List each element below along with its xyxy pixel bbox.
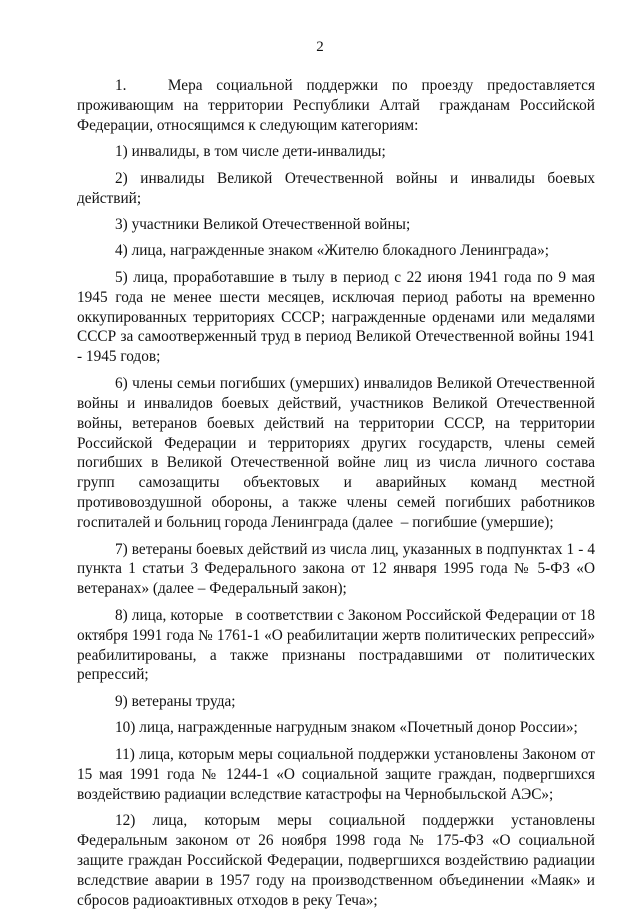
list-item-3: 3) участники Великой Отечественной войны;	[115, 215, 411, 233]
list-item-12: 12) лица, которым меры социальной поддержки установлены Федеральным законом от 26 ноября 1998 года № 175-ФЗ «О социальной защите граждан Российской Федерации, подвергшихся воздействию радиации вследствие аварии в 1957 году на производственном объединении «Маяк» и сбросов радиоактивных отходов в реку Теча»;	[77, 811, 595, 909]
document-body	[77, 76, 595, 917]
list-item-5: 5) лица, проработавшие в тылу в период с 22 июня 1941 года по 9 мая 1945 года не менее шести месяцев, исключая период работы на временно оккупированных территориях СССР; награжденные орденами или медалями СССР за самоотверженный труд в период Великой Отечественной войны 1941 - 1945 годов;	[77, 268, 595, 366]
list-item-8: 8) лица, которые в соответствии с Законом Российской Федерации от 18 октября 1991 года № 1761-1 «О реабилитации жертв политических репрессий» реабилитированы, а также признаны пострадавшими от политических репрессий;	[77, 606, 595, 684]
list-item-6: 6) члены семьи погибших (умерших) инвалидов Великой Отечественной войны и инвалидов боевых действий, участников Великой Отечественной войны, ветеранов боевых действий на территории СССР, на территории Российской Федерации и территориях других государств, члены семей погибших в Великой Отечественной войне лиц из числа личного состава групп самозащиты объектовых и аварийных команд местной противовоздушной обороны, а также члены семей погибших работников госпиталей и больниц города Ленинграда (далее – погибшие (умершие);	[77, 374, 595, 532]
list-item-10: 10) лица, награжденные нагрудным знаком «Почетный донор России»;	[115, 719, 578, 737]
list-item-11: 11) лица, которым меры социальной поддержки установлены Законом от 15 мая 1991 года № 1244-1 «О социальной защите граждан, подвергшихся воздействию радиации вследствие катастрофы на Чернобыльской АЭС»;	[77, 745, 595, 803]
page-number: 2	[316, 39, 324, 55]
list-item-1: 1) инвалиды, в том числе дети-инвалиды;	[115, 143, 386, 161]
list-item-9: 9) ветераны труда;	[115, 692, 236, 710]
list-item-7: 7) ветераны боевых действий из числа лиц, указанных в подпунктах 1 - 4 пункта 1 статьи 3 Федерального закона от 12 января 1995 года № 5-ФЗ «О ветеранах» (далее – Федеральный закон);	[77, 540, 595, 598]
paragraph-intro: 1. Мера социальной поддержки по проезду предоставляется проживающим на территории Республики Алтай гражданам Российской Федерации, относящимся к следующим категориям:	[77, 77, 595, 134]
list-item-2: 2) инвалиды Великой Отечественной войны и инвалиды боевых действий;	[77, 169, 595, 207]
list-item-4: 4) лица, награжденные знаком «Жителю блокадного Ленинграда»;	[115, 242, 549, 260]
